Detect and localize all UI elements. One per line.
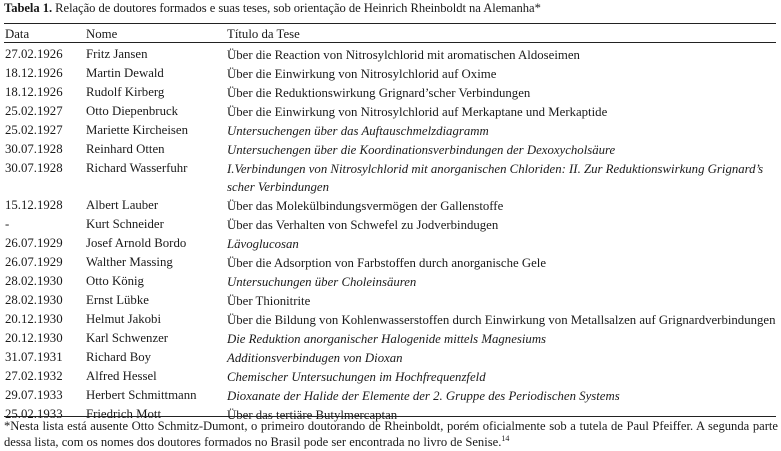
cell-name: Helmut Jakobi — [86, 312, 161, 326]
cell-date: 28.02.1930 — [5, 293, 63, 307]
cell-name: Otto Diepenbruck — [86, 104, 179, 118]
table-row — [4, 159, 776, 196]
table-row — [4, 83, 776, 102]
cell-name: Herbert Schmittmann — [86, 388, 197, 402]
header-nome: Nome — [86, 27, 118, 41]
cell-name: Ernst Lübke — [86, 293, 149, 307]
table-row — [4, 234, 776, 253]
table-row — [4, 386, 776, 405]
table-row — [4, 140, 776, 159]
cell-date: 30.07.1928 — [5, 161, 63, 175]
cell-title: Über das tertiäre Butylmercaptan — [227, 407, 398, 422]
cell-title: Über das Verhalten von Schwefel zu Jodverbindugen — [227, 217, 499, 232]
footnote-text: *Nesta lista está ausente Otto Schmitz-Dumont, o primeiro doutorando de Rheinboldt, porém oficialmente sob a tutela de Paul Pfeiffer. A segunda parte dessa lista, com os nomes dos doutores formados no Brasil pode ser encontrada no livro de Senise. — [4, 419, 778, 449]
header-rule — [4, 42, 776, 43]
table-row — [4, 272, 776, 291]
cell-date: 25.02.1927 — [5, 123, 63, 137]
table-body — [4, 45, 776, 424]
cell-date: 25.02.1927 — [5, 104, 63, 118]
cell-date: 26.07.1929 — [5, 255, 63, 269]
cell-title: Über die Einwirkung von Nitrosylchlorid auf Oxime — [227, 66, 497, 81]
cell-date: 30.07.1928 — [5, 142, 63, 156]
cell-date: - — [5, 217, 10, 231]
header-data: Data — [5, 27, 30, 41]
table-row — [4, 121, 776, 140]
cell-title: Dioxanate der Halide der Elemente der 2. Gruppe des Periodischen Systems — [227, 388, 620, 403]
cell-title: Über die Reaction von Nitrosylchlorid mit aromatischen Aldoseimen — [227, 47, 580, 62]
cell-name: Reinhard Otten — [86, 142, 165, 156]
cell-name: Josef Arnold Bordo — [86, 236, 187, 250]
cell-title: Über die Adsorption von Farbstoffen durch anorganische Gele — [227, 255, 547, 270]
cell-title: Die Reduktion anorganischer Halogenide mittels Magnesiums — [227, 331, 547, 346]
table-row — [4, 348, 776, 367]
cell-title: Chemischer Untersuchungen im Hochfrequenzfeld — [227, 369, 486, 384]
cell-name: Rudolf Kirberg — [86, 85, 165, 99]
cell-date: 26.07.1929 — [5, 236, 63, 250]
cell-date: 18.12.1926 — [5, 66, 63, 80]
cell-name: Richard Wasserfuhr — [86, 161, 188, 175]
cell-name: Richard Boy — [86, 350, 152, 364]
cell-date: 28.02.1930 — [5, 274, 63, 288]
cell-name: Walther Massing — [86, 255, 173, 269]
table-caption-text: Relação de doutores formados e suas teses, sob orientação de Heinrich Rheinboldt na Alemanha* — [52, 1, 541, 15]
cell-date: 20.12.1930 — [5, 331, 63, 345]
cell-title: Über das Molekülbindungsvermögen der Gallenstoffe — [227, 198, 504, 213]
cell-date: 27.02.1932 — [5, 369, 63, 383]
cell-title: Additionsverbindugen von Dioxan — [227, 350, 403, 365]
table-row — [4, 329, 776, 348]
cell-name: Otto König — [86, 274, 144, 288]
cell-date: 15.12.1928 — [5, 198, 63, 212]
header-titulo: Título da Tese — [227, 27, 300, 41]
table-row — [4, 64, 776, 83]
cell-date: 29.07.1933 — [5, 388, 63, 402]
table-caption — [4, 1, 541, 16]
table-row — [4, 102, 776, 121]
footnote-reference: 14 — [501, 433, 510, 443]
table-row — [4, 367, 776, 386]
table-row — [4, 310, 776, 329]
cell-name: Albert Lauber — [86, 198, 159, 212]
cell-date: 25.02.1933 — [5, 407, 63, 421]
cell-title: I.Verbindungen von Nitrosylchlorid mit anorganischen Chloriden: II. Zur Reduktionswirkung Grignard’s scher Verbindungen — [227, 161, 764, 194]
table-caption-label: Tabela 1. — [4, 1, 53, 15]
cell-title: Untersuchengen über das Auftauschmelzdiagramm — [227, 123, 489, 138]
theses-table — [4, 45, 776, 424]
top-rule — [4, 23, 776, 24]
table-row — [4, 196, 776, 215]
cell-name: Fritz Jansen — [86, 47, 148, 61]
cell-name: Mariette Kircheisen — [86, 123, 188, 137]
table-row — [4, 215, 776, 234]
cell-name: Alfred Hessel — [86, 369, 157, 383]
cell-title: Über die Reduktionswirkung Grignard’scher Verbindungen — [227, 85, 531, 100]
cell-title: Lävoglucosan — [227, 236, 299, 251]
bottom-rule — [4, 416, 776, 417]
cell-date: 27.02.1926 — [5, 47, 63, 61]
cell-title: Untersuchengen über die Koordinationsverbindungen der Dexoxycholsäure — [227, 142, 616, 157]
cell-name: Martin Dewald — [86, 66, 164, 80]
cell-date: 20.12.1930 — [5, 312, 63, 326]
cell-date: 31.07.1931 — [5, 350, 63, 364]
cell-name: Friedrich Mott — [86, 407, 161, 421]
cell-date: 18.12.1926 — [5, 85, 63, 99]
cell-title: Über die Einwirkung von Nitrosylchlorid auf Merkaptane und Merkaptide — [227, 104, 608, 119]
cell-title: Untersuchungen über Choleinsäuren — [227, 274, 417, 289]
cell-name: Karl Schwenzer — [86, 331, 169, 345]
table-row — [4, 253, 776, 272]
footnote — [4, 418, 778, 450]
table-row — [4, 45, 776, 64]
table-row — [4, 291, 776, 310]
cell-title: Über Thionitrite — [227, 293, 311, 308]
cell-title: Über die Bildung von Kohlenwasserstoffen durch Einwirkung von Metallsalzen auf Grignardverbindungen — [227, 312, 776, 327]
cell-name: Kurt Schneider — [86, 217, 164, 231]
